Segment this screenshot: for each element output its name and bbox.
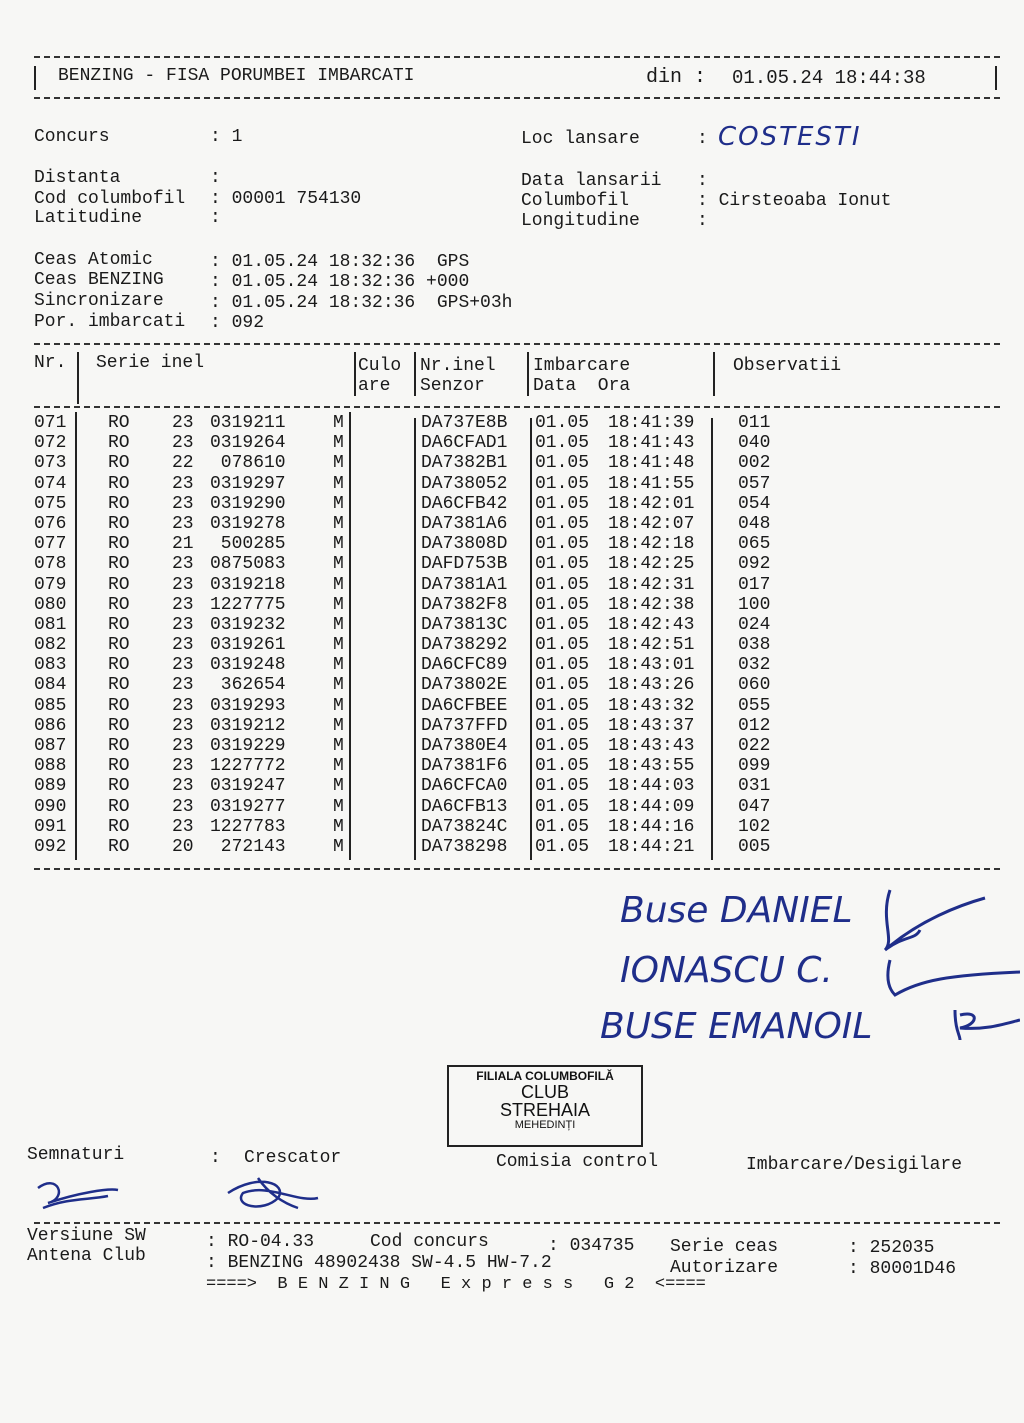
loc-lansare-colon: :: [697, 129, 708, 149]
row-nr: 075: [34, 493, 67, 514]
data-lansarii-value: :: [697, 171, 708, 191]
row-ring-serial: 078610: [210, 453, 286, 474]
row-sensor-id: DA7381A6: [421, 513, 508, 534]
row-country: RO: [108, 736, 130, 756]
col-divider: [349, 412, 351, 860]
row-observation: 040: [738, 433, 771, 454]
row-time: 18:41:55: [608, 473, 695, 494]
row-ring-serial: 0319264: [210, 433, 286, 454]
row-nr: 090: [34, 796, 67, 817]
row-ring-serial: 0319293: [210, 695, 286, 716]
row-country: RO: [108, 413, 130, 433]
cod-columbofil-label: Cod columbofil: [34, 189, 186, 209]
row-date: 01.05: [535, 413, 590, 433]
row-sensor-id: DA7380E4: [421, 736, 508, 756]
row-ring-serial: 0319218: [210, 574, 286, 595]
ceas-benzing-value: : 01.05.24 18:32:36 +000: [210, 272, 470, 292]
stamp-line-1: FILIALA COLUMBOFILĂ: [476, 1069, 614, 1083]
row-country: RO: [108, 594, 130, 615]
row-ring-serial: 0319297: [210, 473, 286, 494]
row-date: 01.05: [535, 796, 590, 817]
header-left-bar: [34, 66, 36, 90]
col-header-observatii: Observatii: [733, 356, 842, 376]
row-date: 01.05: [535, 513, 590, 534]
row-observation: 002: [738, 453, 771, 474]
row-year: 23: [172, 816, 194, 837]
row-year: 23: [172, 776, 194, 797]
row-year: 23: [172, 715, 194, 736]
row-time: 18:44:03: [608, 776, 695, 797]
row-nr: 078: [34, 554, 67, 575]
row-observation: 055: [738, 695, 771, 716]
row-nr: 074: [34, 473, 67, 494]
row-sensor-id: DA7382F8: [421, 594, 508, 615]
header-right-bar: [995, 66, 997, 90]
row-nr: 079: [34, 574, 67, 595]
versiune-sw-label: Versiune SW: [27, 1226, 146, 1246]
row-observation: 092: [738, 554, 771, 575]
row-date: 01.05: [535, 836, 590, 857]
row-sensor-id: DA6CFC89: [421, 655, 508, 676]
row-sex: M: [333, 635, 344, 656]
row-nr: 087: [34, 736, 67, 756]
columbofil-label: Columbofil: [521, 191, 630, 211]
row-country: RO: [108, 816, 130, 837]
row-time: 18:42:31: [608, 574, 695, 595]
versiune-sw-value: : RO-04.33: [206, 1232, 315, 1252]
row-sex: M: [333, 433, 344, 454]
col-header-culoare-1: Culo: [358, 356, 402, 376]
row-year: 22: [172, 453, 194, 474]
din-label: din :: [646, 66, 707, 89]
distanta-value: :: [210, 168, 221, 188]
row-time: 18:43:43: [608, 736, 695, 756]
col-divider: [414, 418, 416, 860]
row-year: 23: [172, 473, 194, 494]
row-date: 01.05: [535, 453, 590, 474]
sincronizare-label: Sincronizare: [34, 291, 164, 311]
row-date: 01.05: [535, 675, 590, 696]
concurs-value: : 1: [210, 127, 243, 147]
col-divider: [77, 352, 79, 404]
col-divider: [75, 412, 77, 860]
handwritten-name-1: Buse DANIEL: [620, 890, 853, 931]
row-time: 18:42:25: [608, 554, 695, 575]
row-sex: M: [333, 715, 344, 736]
row-nr: 077: [34, 534, 67, 555]
row-country: RO: [108, 635, 130, 656]
row-sex: M: [333, 513, 344, 534]
row-year: 23: [172, 796, 194, 817]
din-value: 01.05.24 18:44:38: [732, 67, 926, 89]
longitudine-label: Longitudine: [521, 211, 640, 231]
row-date: 01.05: [535, 473, 590, 494]
row-sensor-id: DA738052: [421, 473, 508, 494]
row-country: RO: [108, 453, 130, 474]
row-observation: 011: [738, 413, 771, 433]
col-header-nrinel-1: Nr.inel: [420, 356, 496, 376]
row-year: 23: [172, 554, 194, 575]
row-observation: 047: [738, 796, 771, 817]
autorizare-value: : 80001D46: [848, 1259, 957, 1279]
row-year: 23: [172, 736, 194, 756]
row-ring-serial: 1227772: [210, 756, 286, 777]
row-sensor-id: DA73813C: [421, 614, 508, 635]
row-year: 23: [172, 655, 194, 676]
col-header-nr: Nr.: [34, 353, 67, 373]
row-country: RO: [108, 675, 130, 696]
antena-club-value: : BENZING 48902438 SW-4.5 HW-7.2: [206, 1253, 552, 1273]
row-sex: M: [333, 534, 344, 555]
col-divider: [713, 352, 715, 396]
row-sensor-id: DA737FFD: [421, 715, 508, 736]
row-time: 18:44:21: [608, 836, 695, 857]
row-sensor-id: DA6CFB13: [421, 796, 508, 817]
col-header-imbarcare-1: Imbarcare: [533, 356, 631, 376]
row-nr: 086: [34, 715, 67, 736]
ceas-atomic-label: Ceas Atomic: [34, 250, 153, 270]
row-country: RO: [108, 534, 130, 555]
row-nr: 085: [34, 695, 67, 716]
row-ring-serial: 0319248: [210, 655, 286, 676]
latitudine-value: :: [210, 208, 221, 228]
row-date: 01.05: [535, 433, 590, 454]
row-observation: 100: [738, 594, 771, 615]
sincronizare-value: : 01.05.24 18:32:36 GPS+03h: [210, 293, 513, 313]
row-year: 23: [172, 695, 194, 716]
imbarcare-desigilare-label: Imbarcare/Desigilare: [746, 1155, 963, 1175]
row-time: 18:43:37: [608, 715, 695, 736]
row-sensor-id: DA6CFCA0: [421, 776, 508, 797]
row-country: RO: [108, 756, 130, 777]
row-observation: 031: [738, 776, 771, 797]
row-country: RO: [108, 655, 130, 676]
row-observation: 024: [738, 614, 771, 635]
row-observation: 017: [738, 574, 771, 595]
row-nr: 073: [34, 453, 67, 474]
row-country: RO: [108, 776, 130, 797]
columbofil-value: : Cirsteoaba Ionut: [697, 191, 892, 211]
row-sex: M: [333, 776, 344, 797]
row-sex: M: [333, 473, 344, 494]
stamp-line-3: STREHAIA: [499, 1100, 591, 1121]
row-time: 18:42:18: [608, 534, 695, 555]
row-country: RO: [108, 574, 130, 595]
row-observation: 065: [738, 534, 771, 555]
row-nr: 089: [34, 776, 67, 797]
row-sex: M: [333, 554, 344, 575]
row-sensor-id: DA73802E: [421, 675, 508, 696]
row-ring-serial: 1227775: [210, 594, 286, 615]
row-year: 23: [172, 594, 194, 615]
signature-scribbles: [28, 1168, 328, 1218]
row-sensor-id: DA73808D: [421, 534, 508, 555]
row-nr: 088: [34, 756, 67, 777]
semnaturi-colon: :: [210, 1148, 221, 1168]
row-nr: 092: [34, 836, 67, 857]
col-divider: [414, 352, 416, 396]
row-observation: 102: [738, 816, 771, 837]
row-sensor-id: DA738292: [421, 635, 508, 656]
row-sensor-id: DA737E8B: [421, 413, 508, 433]
row-year: 21: [172, 534, 194, 555]
longitudine-value: :: [697, 211, 708, 231]
row-nr: 071: [34, 413, 67, 433]
table-bottom-rule: [34, 868, 1000, 870]
data-lansarii-label: Data lansarii: [521, 171, 662, 191]
row-sex: M: [333, 816, 344, 837]
row-observation: 054: [738, 493, 771, 514]
row-year: 23: [172, 756, 194, 777]
row-time: 18:42:01: [608, 493, 695, 514]
row-sensor-id: DAFD753B: [421, 554, 508, 575]
row-country: RO: [108, 614, 130, 635]
handwritten-name-2: IONASCU C.: [620, 950, 833, 991]
stamp-line-4: MEHEDINȚI: [514, 1119, 576, 1132]
row-date: 01.05: [535, 776, 590, 797]
table-top-rule: [34, 343, 1000, 345]
serie-ceas-value: : 252035: [848, 1238, 935, 1258]
col-header-serie: Serie inel: [96, 353, 205, 373]
col-divider: [354, 352, 356, 396]
row-date: 01.05: [535, 554, 590, 575]
antena-club-label: Antena Club: [27, 1246, 146, 1266]
row-nr: 076: [34, 513, 67, 534]
row-sensor-id: DA7381F6: [421, 756, 508, 777]
row-ring-serial: 0319232: [210, 614, 286, 635]
row-date: 01.05: [535, 493, 590, 514]
row-date: 01.05: [535, 534, 590, 555]
row-year: 20: [172, 836, 194, 857]
ceas-atomic-value: : 01.05.24 18:32:36 GPS: [210, 252, 470, 272]
row-observation: 060: [738, 675, 771, 696]
row-sensor-id: DA6CFAD1: [421, 433, 508, 454]
col-divider: [530, 418, 532, 860]
row-ring-serial: 362654: [210, 675, 286, 696]
porumbei-imbarcati-value: : 092: [210, 313, 265, 333]
row-observation: 032: [738, 655, 771, 676]
row-time: 18:44:16: [608, 816, 695, 837]
row-country: RO: [108, 836, 130, 857]
latitudine-label: Latitudine: [34, 208, 143, 228]
row-nr: 083: [34, 655, 67, 676]
row-time: 18:43:32: [608, 695, 695, 716]
row-date: 01.05: [535, 594, 590, 615]
row-year: 23: [172, 413, 194, 433]
cod-columbofil-value: : 00001 754130: [210, 189, 362, 209]
row-time: 18:43:01: [608, 655, 695, 676]
cod-concurs-label: Cod concurs: [370, 1232, 489, 1252]
row-date: 01.05: [535, 715, 590, 736]
row-year: 23: [172, 574, 194, 595]
club-stamp: [447, 1065, 643, 1147]
row-year: 23: [172, 675, 194, 696]
row-year: 23: [172, 614, 194, 635]
row-year: 23: [172, 513, 194, 534]
autorizare-label: Autorizare: [670, 1258, 779, 1278]
row-time: 18:42:38: [608, 594, 695, 615]
row-sex: M: [333, 655, 344, 676]
ceas-benzing-label: Ceas BENZING: [34, 270, 164, 290]
row-sensor-id: DA6CFBEE: [421, 695, 508, 716]
row-sex: M: [333, 413, 344, 433]
row-sex: M: [333, 574, 344, 595]
row-ring-serial: 0319247: [210, 776, 286, 797]
row-sex: M: [333, 736, 344, 756]
row-sensor-id: DA6CFB42: [421, 493, 508, 514]
row-sensor-id: DA7382B1: [421, 453, 508, 474]
col-header-imbarcare-2: Data Ora: [533, 376, 631, 396]
col-header-nrinel-2: Senzor: [420, 376, 485, 396]
header-top-rule: [34, 56, 1000, 58]
row-sex: M: [333, 836, 344, 857]
row-ring-serial: 0319211: [210, 413, 286, 433]
row-time: 18:42:51: [608, 635, 695, 656]
row-ring-serial: 0319212: [210, 715, 286, 736]
row-year: 23: [172, 635, 194, 656]
row-date: 01.05: [535, 695, 590, 716]
loc-lansare-label: Loc lansare: [521, 129, 640, 149]
row-observation: 022: [738, 736, 771, 756]
col-header-culoare-2: are: [358, 376, 391, 396]
row-country: RO: [108, 715, 130, 736]
comisia-control-label: Comisia control: [496, 1152, 659, 1172]
row-time: 18:43:26: [608, 675, 695, 696]
row-time: 18:44:09: [608, 796, 695, 817]
row-country: RO: [108, 796, 130, 817]
loc-lansare-handwritten: COSTESTI: [718, 122, 862, 152]
row-sensor-id: DA7381A1: [421, 574, 508, 595]
row-nr: 084: [34, 675, 67, 696]
row-sex: M: [333, 695, 344, 716]
row-date: 01.05: [535, 614, 590, 635]
row-ring-serial: 0319278: [210, 513, 286, 534]
col-divider: [711, 418, 713, 860]
handwritten-name-3: BUSE EMANOIL: [600, 1006, 873, 1047]
porumbei-imbarcati-label: Por. imbarcati: [34, 312, 186, 332]
row-sex: M: [333, 675, 344, 696]
row-observation: 099: [738, 756, 771, 777]
cod-concurs-value: : 034735: [548, 1236, 635, 1256]
row-observation: 005: [738, 836, 771, 857]
table-header-rule: [34, 406, 1000, 408]
concurs-label: Concurs: [34, 127, 110, 147]
row-time: 18:41:43: [608, 433, 695, 454]
row-sensor-id: DA73824C: [421, 816, 508, 837]
row-sex: M: [333, 594, 344, 615]
row-observation: 048: [738, 513, 771, 534]
row-sensor-id: DA738298: [421, 836, 508, 857]
crescator-label: Crescator: [244, 1148, 342, 1168]
row-nr: 072: [34, 433, 67, 454]
row-sex: M: [333, 756, 344, 777]
row-date: 01.05: [535, 736, 590, 756]
benzing-express-line: ====> B E N Z I N G E x p r e s s G 2 <====: [206, 1275, 706, 1294]
row-ring-serial: 272143: [210, 836, 286, 857]
stamp-line-2: CLUB: [520, 1081, 569, 1102]
row-time: 18:41:39: [608, 413, 695, 433]
row-country: RO: [108, 554, 130, 575]
row-sex: M: [333, 796, 344, 817]
row-nr: 080: [34, 594, 67, 615]
row-ring-serial: 0319277: [210, 796, 286, 817]
row-sex: M: [333, 493, 344, 514]
footer-top-rule: [34, 1222, 1000, 1224]
row-ring-serial: 0319261: [210, 635, 286, 656]
row-ring-serial: 1227783: [210, 816, 286, 837]
row-date: 01.05: [535, 816, 590, 837]
row-nr: 082: [34, 635, 67, 656]
semnaturi-label: Semnaturi: [27, 1145, 125, 1165]
row-date: 01.05: [535, 635, 590, 656]
row-ring-serial: 0319290: [210, 493, 286, 514]
distanta-label: Distanta: [34, 168, 121, 188]
serie-ceas-label: Serie ceas: [670, 1237, 779, 1257]
row-ring-serial: 0875083: [210, 554, 286, 575]
row-sex: M: [333, 453, 344, 474]
row-time: 18:41:48: [608, 453, 695, 474]
row-year: 23: [172, 433, 194, 454]
row-year: 23: [172, 493, 194, 514]
row-date: 01.05: [535, 574, 590, 595]
row-observation: 038: [738, 635, 771, 656]
row-country: RO: [108, 513, 130, 534]
row-ring-serial: 500285: [210, 534, 286, 555]
row-country: RO: [108, 493, 130, 514]
row-observation: 012: [738, 715, 771, 736]
col-divider: [527, 352, 529, 396]
commission-signatures: [860, 880, 1020, 1050]
row-time: 18:42:43: [608, 614, 695, 635]
header-bottom-rule: [34, 97, 1000, 99]
report-title: BENZING - FISA PORUMBEI IMBARCATI: [58, 66, 415, 86]
row-date: 01.05: [535, 655, 590, 676]
row-nr: 081: [34, 614, 67, 635]
row-country: RO: [108, 473, 130, 494]
row-country: RO: [108, 433, 130, 454]
row-time: 18:43:55: [608, 756, 695, 777]
row-nr: 091: [34, 816, 67, 837]
row-country: RO: [108, 695, 130, 716]
row-sex: M: [333, 614, 344, 635]
row-time: 18:42:07: [608, 513, 695, 534]
row-observation: 057: [738, 473, 771, 494]
row-date: 01.05: [535, 756, 590, 777]
row-ring-serial: 0319229: [210, 736, 286, 756]
